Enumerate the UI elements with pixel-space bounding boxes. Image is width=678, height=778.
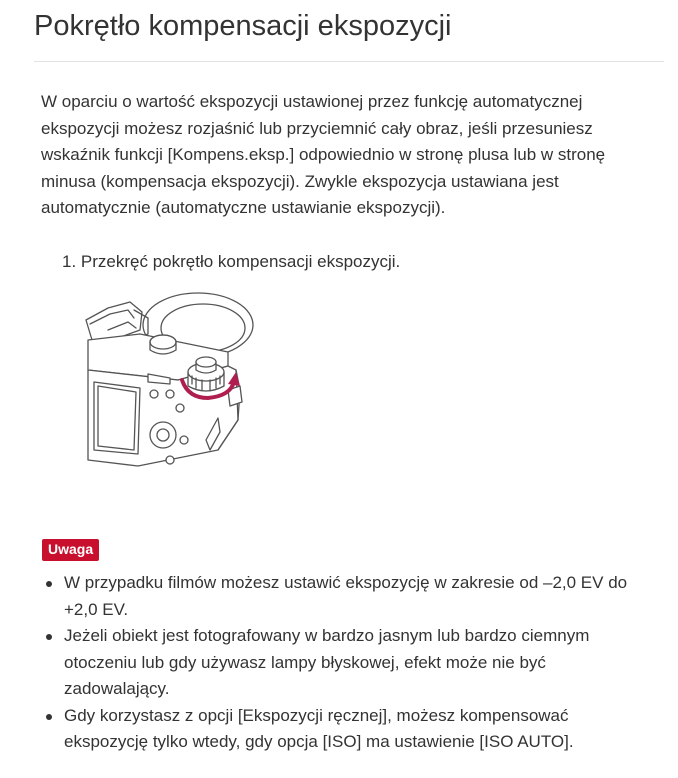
bullet-icon	[46, 634, 52, 640]
list-item	[46, 623, 656, 703]
intro-paragraph: W oparciu o wartość ekspozycji ustawionej przez funkcję automatycznej ekspozycji możesz rozjaśnić lub przyciemnić cały obraz, jeśli przesuniesz wskaźnik funkcji [Kompens.eksp.] odpowiednio w stronę plusa lub w stronę minusa (kompensacja ekspozycji). Zwykle ekspozycja ustawiana jest automatycznie (automatyczne ustawianie ekspozycji).	[41, 92, 606, 217]
step-text: Przekręć pokrętło kompensacji ekspozycji.	[80, 252, 401, 271]
note-text: Gdy korzystasz z opcji [Ekspozycji ręcznej], możesz kompensować ekspozycję tylko wtedy, gdy opcja [ISO] ma ustawienie [ISO AUTO].	[64, 705, 574, 751]
camera-dial-illustration	[78, 290, 278, 480]
list-item	[46, 703, 656, 756]
list-item	[46, 570, 656, 623]
step-item	[62, 250, 400, 274]
title-divider	[34, 61, 664, 62]
step-number: 1.	[62, 252, 77, 271]
bullet-icon	[46, 714, 52, 720]
page-title: Pokrętło kompensacji ekspozycji	[34, 10, 452, 42]
bullet-icon	[46, 581, 52, 587]
note-text: W przypadku filmów możesz ustawić ekspozycję w zakresie od –2,0 EV do +2,0 EV.	[64, 573, 628, 619]
note-badge: Uwaga	[42, 539, 99, 561]
notes-list	[46, 570, 656, 756]
note-text: Jeżeli obiekt jest fotografowany w bardzo jasnym lub bardzo ciemnym otoczeniu lub gdy używasz lampy błyskowej, efekt może nie być zadowalający.	[64, 626, 590, 698]
steps-list	[62, 250, 400, 274]
